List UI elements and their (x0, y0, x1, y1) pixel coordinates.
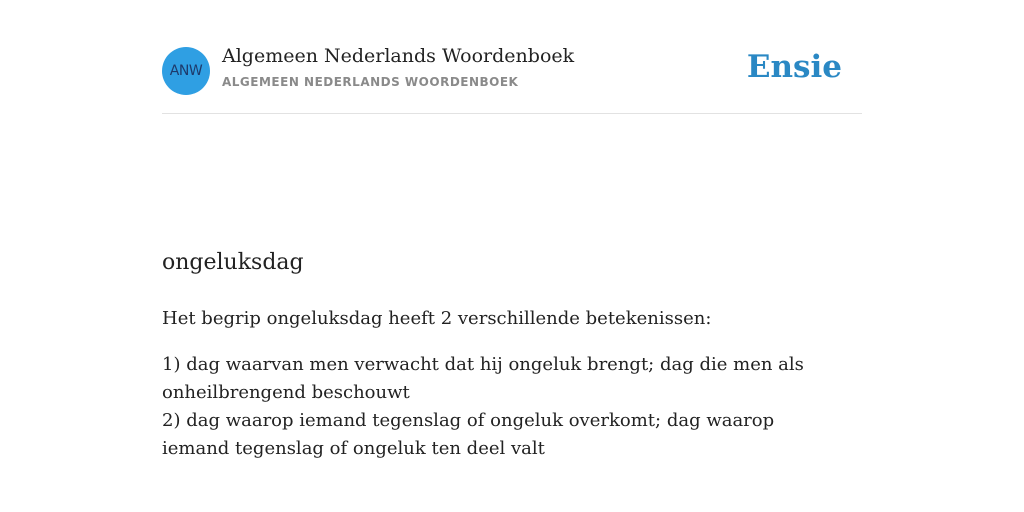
logo-text: ANW (169, 63, 203, 79)
meaning-item: 1) dag waarvan men verwacht dat hij ongeluk brengt; dag die men als onheilbrengend beschouwt (162, 354, 804, 403)
meaning-item: 2) dag waarop iemand tegenslag of ongeluk overkomt; dag waarop iemand tegenslag of ongeluk ten deel valt (162, 410, 775, 459)
entry-intro: Het begrip ongeluksdag heeft 2 verschillende betekenissen: (162, 308, 712, 329)
header (162, 0, 862, 114)
source-subtitle: ALGEMEEN NEDERLANDS WOORDENBOEK (222, 75, 519, 89)
page-container (162, 0, 862, 459)
meanings-list (162, 351, 842, 463)
ensie-logo-link[interactable]: Ensie (746, 49, 842, 85)
word-title: ongeluksdag (162, 250, 304, 275)
source-logo[interactable] (162, 47, 210, 95)
source-title[interactable]: Algemeen Nederlands Woordenboek (222, 45, 575, 67)
